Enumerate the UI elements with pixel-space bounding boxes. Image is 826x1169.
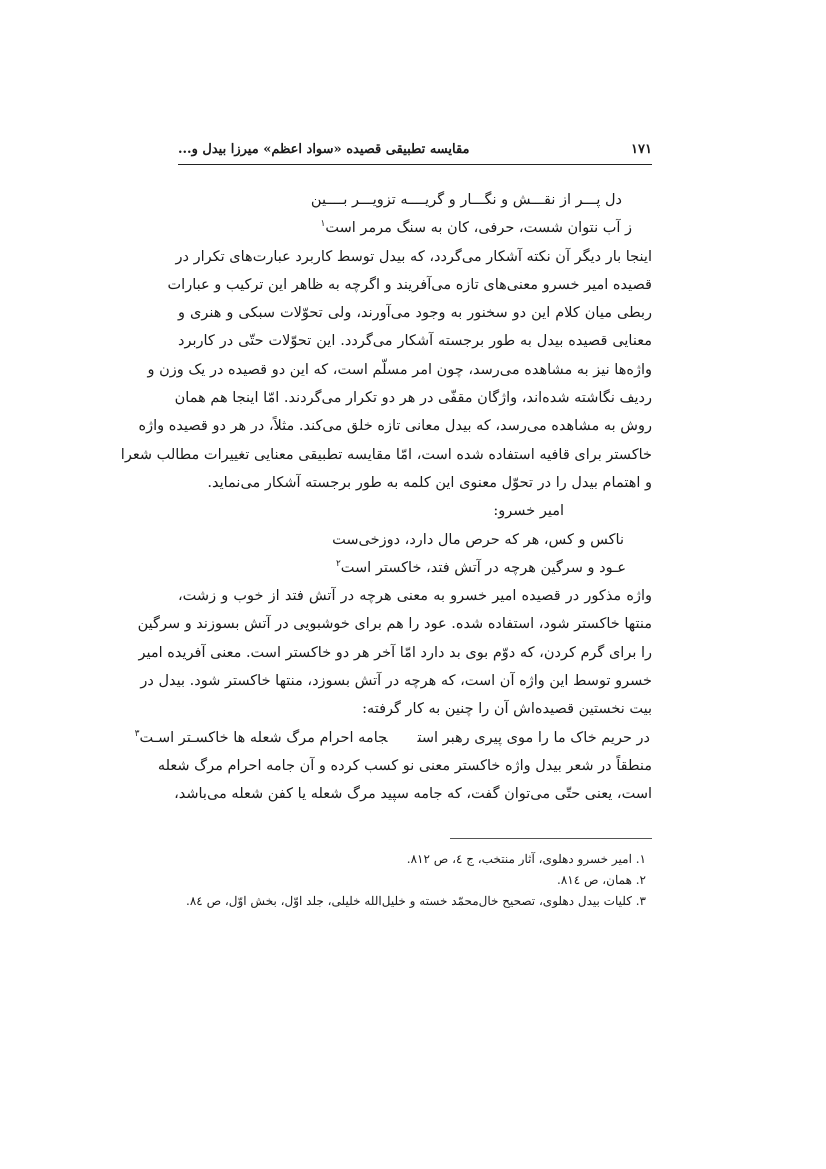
page-header <box>178 140 652 165</box>
paragraph-2-line: را برای گرم کردن، که دوّم بوی بد دارد امّا آخر هر دو خاکستر است. معنی آفریده امیر <box>138 644 652 661</box>
paragraph-2-line: بیت نخستین قصیده‌اش آن را چنین به کار گرفته: <box>362 701 652 718</box>
footnotes <box>178 849 652 912</box>
paragraph-1-line: واژه‌ها نیز به مشاهده می‌رسد، چون امر مسلّم است، که این دو قصیده در یک وزن و <box>147 361 652 378</box>
footnote-3: ۳. کلیات بیدل دهلوی، تصحیح خال‌محمّد خسته و خلیل‌الله خلیلی، جلد اوّل، بخش اوّل، ص ۸٤. <box>186 894 646 908</box>
paragraph-1-line: اینجا بار دیگر آن نکته آشکار می‌گردد، که بیدل توسط کاربرد عبارت‌های تکرار در <box>175 248 652 265</box>
verse-3-hemistich-2: جامه احرام مرگ شعله ها خاکسـتر اسـت <box>139 729 388 746</box>
paragraph-3-line: منطقاً در شعر بیدل واژه خاکستر معنی نو کسب کرده و آن جامه احرام مرگ شعله <box>157 757 652 774</box>
paragraph-1-line: قصیده امیر خسرو معنی‌های تازه می‌آفریند و اگرچه به ظاهر این ترکیب و عبارات <box>167 276 652 293</box>
footnote-ref-1: ۱ <box>320 219 326 230</box>
poet-label: امیر خسرو: <box>493 503 564 520</box>
paragraph-1-line: و اهتمام بیدل را در تحوّل معنوی این کلمه به طور برجسته آشکار می‌نماید. <box>207 474 652 491</box>
main-text <box>120 186 652 809</box>
page-number: ۱۷۱ <box>631 142 652 157</box>
footnote-ref-2: ۲ <box>335 559 341 570</box>
footnote-ref-3: ۳ <box>134 728 140 739</box>
verse-2-line-2: عـود و سرگین هرچه در آتش فتد، خاکستر است$^۲$ <box>335 559 626 576</box>
running-title: مقایسه تطبیقی قصیده «سواد اعظم» میرزا بیدل و... <box>178 142 470 157</box>
paragraph-1-line: ربطی میان کلام این دو سخنور به وجود می‌آورند، ولی تحوّلات سبکی و هنری و <box>178 305 652 322</box>
paragraph-2-line: منتها خاکستر شود، استفاده شده. عود را هم برای خوشبویی در آتش بسوزند و سرگین <box>137 616 652 633</box>
footnote-2: ۲. همان، ص ۸۱٤. <box>557 873 646 887</box>
paragraph-1-line: ردیف نگاشته شده‌اند، واژگان مقفّی در هر دو تکرار می‌گردند. امّا اینجا هم همان <box>174 390 652 407</box>
verse-3-hemistich-1: در حریم خاک ما را موی پیری رهبر است <box>417 729 650 746</box>
verse-1-line-1: دل پـــر از نقـــش و نگـــار و گریــــه تزویـــر بــــین <box>310 192 622 208</box>
verse-1-line-2: ز آب نتوان شست، حرفی، کان به سنگ مرمر است$^۱$ <box>320 219 632 237</box>
footnote-1: ۱. امیر خسرو دهلوی، آثار منتخب، ج ٤، ص ۸۱۲. <box>406 852 646 866</box>
verse-2-line-1: ناکس و کس، هر که حرص مال دارد، دوزخی‌ست <box>332 531 624 548</box>
paragraph-2-line: خسرو توسط این واژه آن است، که هرچه در آتش بسوزد، منتها خاکستر شود. بیدل در <box>140 673 652 690</box>
paragraph-2-line: واژه مذکور در قصیده امیر خسرو به معنی هرچه در آتش فتد از خوب و زشت، <box>178 588 652 605</box>
paragraph-1-line: معنایی قصیده بیدل به طور برجسته آشکار می‌گردد. این تحوّلات حتّی در کاربرد <box>178 333 652 350</box>
footnote-separator <box>450 838 652 839</box>
paragraph-1-line: خاکستر برای قافیه استفاده شده است، امّا مقایسه تطبیقی معنایی تغییرات مطالب شعرا <box>120 446 652 463</box>
paragraph-3-line: است، یعنی حتّی می‌توان گفت، که جامه سپید مرگ شعله یا کفن شعله می‌باشد، <box>174 786 652 803</box>
verse-3 <box>134 724 652 752</box>
paragraph-1-line: روش به مشاهده می‌رسد، که بیدل معانی تازه خلق می‌کند. مثلاً، در هر دو قصیده واژه <box>138 418 652 435</box>
